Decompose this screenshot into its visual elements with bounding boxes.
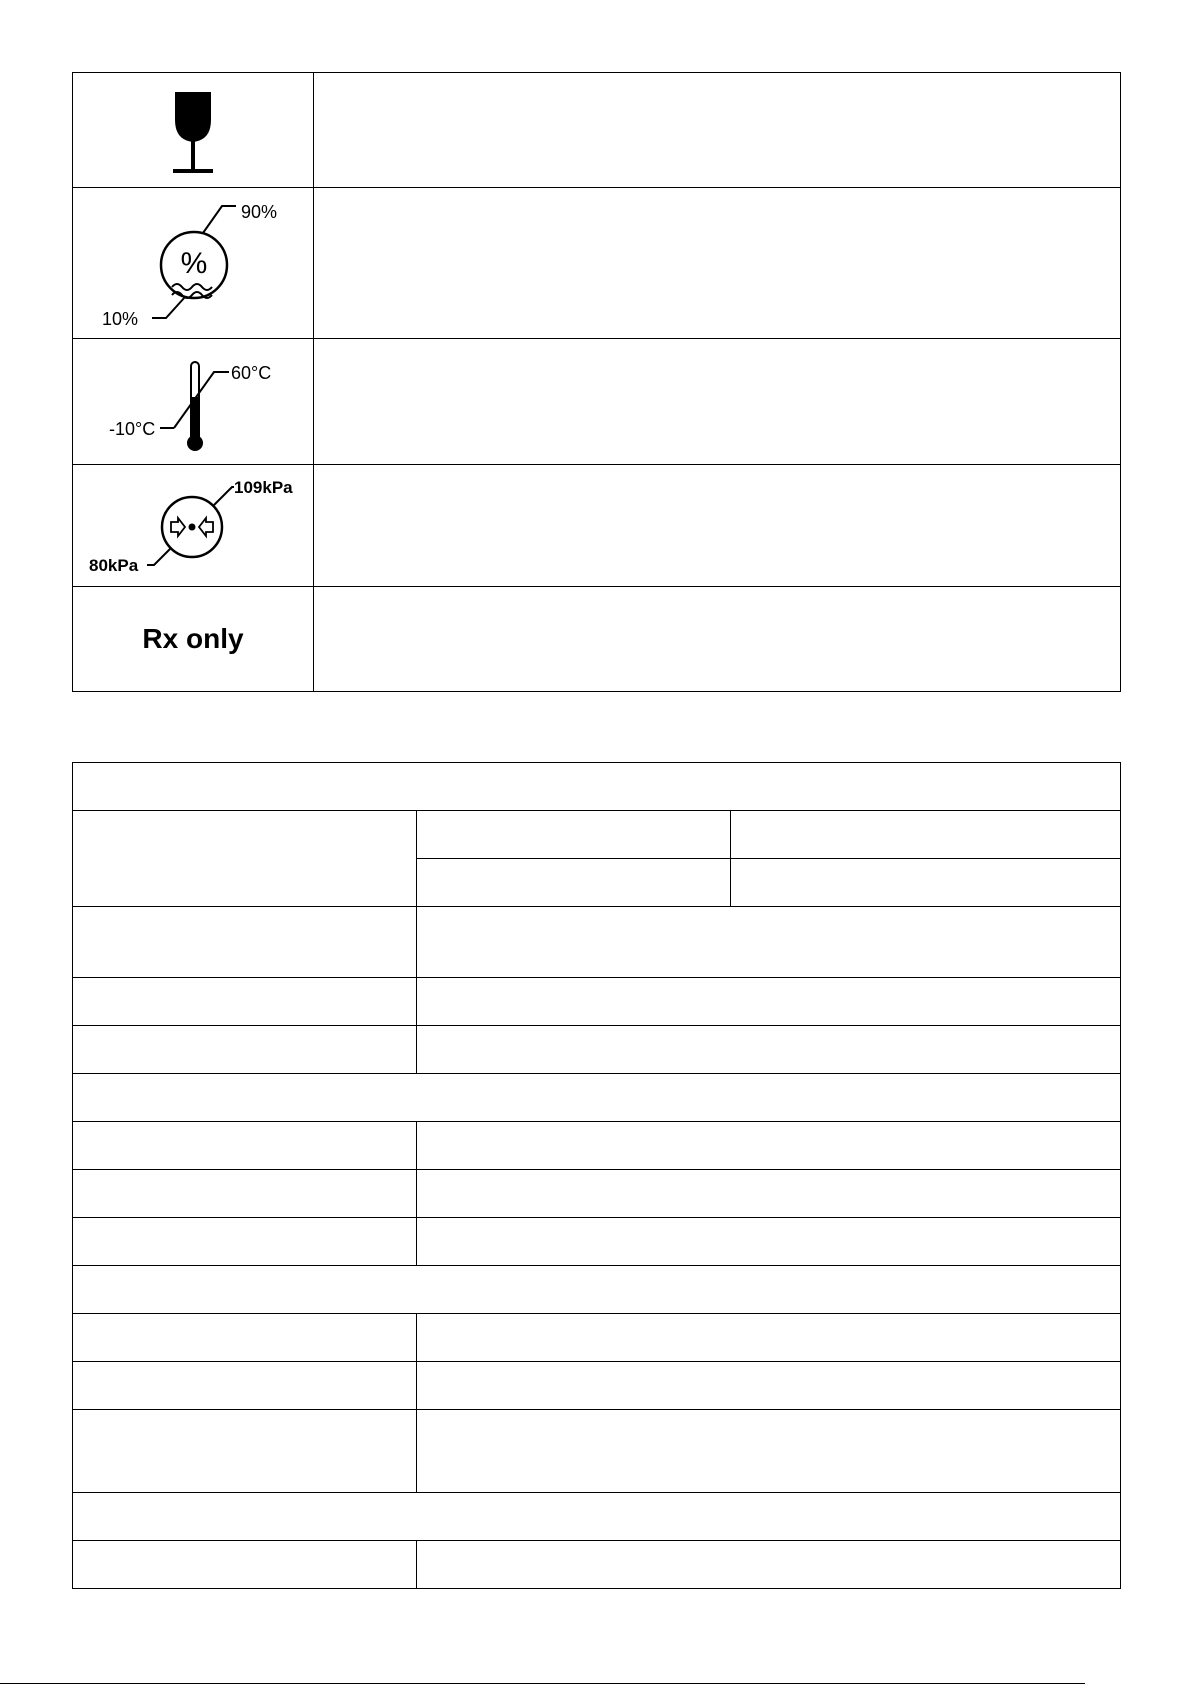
symbol-row-temperature xyxy=(73,339,1121,465)
humidity-lower-limit: 10% xyxy=(102,309,139,329)
temperature-lower-limit: -10°C xyxy=(109,418,156,439)
humidity-percent-glyph: % xyxy=(180,247,208,280)
spec-label-cell xyxy=(73,1410,417,1493)
spec-value-cell xyxy=(417,907,1121,978)
spec-section-header-cell xyxy=(73,1074,1121,1122)
spec-value-cell xyxy=(417,859,731,907)
spec-label-cell xyxy=(73,1170,417,1218)
spec-section-header-cell xyxy=(73,763,1121,811)
temperature-upper-limit: 60°C xyxy=(231,362,272,383)
temperature-symbol-cell xyxy=(73,339,314,465)
humidity-limit-icon xyxy=(74,193,312,333)
spec-label-cell xyxy=(73,1362,417,1410)
spec-label-cell xyxy=(73,907,417,978)
pressure-upper-limit: 109kPa xyxy=(234,477,293,497)
spec-value-cell xyxy=(417,1026,1121,1074)
spec-row xyxy=(73,1362,1121,1410)
page-bottom-rule xyxy=(0,1683,1085,1684)
spec-label-cell xyxy=(73,1026,417,1074)
humidity-description-cell xyxy=(314,188,1121,339)
atmospheric-pressure-limit-icon xyxy=(74,467,312,585)
fragile-description-cell xyxy=(314,73,1121,188)
spec-value-cell xyxy=(417,1170,1121,1218)
spec-value-cell xyxy=(417,1410,1121,1493)
rx-description-cell xyxy=(314,587,1121,692)
humidity-upper-limit: 90% xyxy=(241,202,278,222)
temperature-limit-icon xyxy=(74,342,312,462)
spec-row xyxy=(73,1122,1121,1170)
spec-section-header-row xyxy=(73,1266,1121,1314)
spec-value-cell xyxy=(731,811,1121,859)
spec-value-cell xyxy=(417,1218,1121,1266)
spec-section-header-row xyxy=(73,1074,1121,1122)
spec-label-cell xyxy=(73,811,417,907)
spec-row xyxy=(73,1026,1121,1074)
symbol-row-humidity xyxy=(73,188,1121,339)
spec-value-cell xyxy=(417,1314,1121,1362)
spec-label-cell xyxy=(73,1218,417,1266)
spec-row xyxy=(73,1410,1121,1493)
symbol-row-rx xyxy=(73,587,1121,692)
spec-section-header-cell xyxy=(73,1493,1121,1541)
rx-only-label: Rx only xyxy=(142,623,244,654)
spec-value-cell xyxy=(417,978,1121,1026)
rx-symbol-cell xyxy=(73,587,314,692)
temperature-description-cell xyxy=(314,339,1121,465)
spec-section-header-cell xyxy=(73,1266,1121,1314)
pressure-description-cell xyxy=(314,465,1121,587)
specification-table xyxy=(72,762,1121,1589)
spec-label-cell xyxy=(73,1122,417,1170)
spec-section-header-row xyxy=(73,1493,1121,1541)
spec-label-cell xyxy=(73,1541,417,1589)
spec-value-cell xyxy=(417,1362,1121,1410)
spec-row xyxy=(73,1314,1121,1362)
spec-row xyxy=(73,1218,1121,1266)
pressure-lower-limit: 80kPa xyxy=(89,555,139,575)
spec-row xyxy=(73,978,1121,1026)
spec-row xyxy=(73,1541,1121,1589)
fragile-symbol-cell xyxy=(73,73,314,188)
humidity-symbol-cell xyxy=(73,188,314,339)
spec-value-cell xyxy=(417,811,731,859)
spec-label-cell xyxy=(73,978,417,1026)
symbol-table xyxy=(72,72,1121,692)
pressure-symbol-cell xyxy=(73,465,314,587)
spec-value-cell xyxy=(417,1541,1121,1589)
spec-section-header-row xyxy=(73,763,1121,811)
spec-row xyxy=(73,907,1121,978)
spec-label-cell xyxy=(73,1314,417,1362)
symbol-row-pressure xyxy=(73,465,1121,587)
spec-value-cell xyxy=(731,859,1121,907)
spec-value-cell xyxy=(417,1122,1121,1170)
spec-row xyxy=(73,811,1121,859)
fragile-glass-icon xyxy=(163,80,223,180)
symbol-row-fragile xyxy=(73,73,1121,188)
spec-row xyxy=(73,1170,1121,1218)
